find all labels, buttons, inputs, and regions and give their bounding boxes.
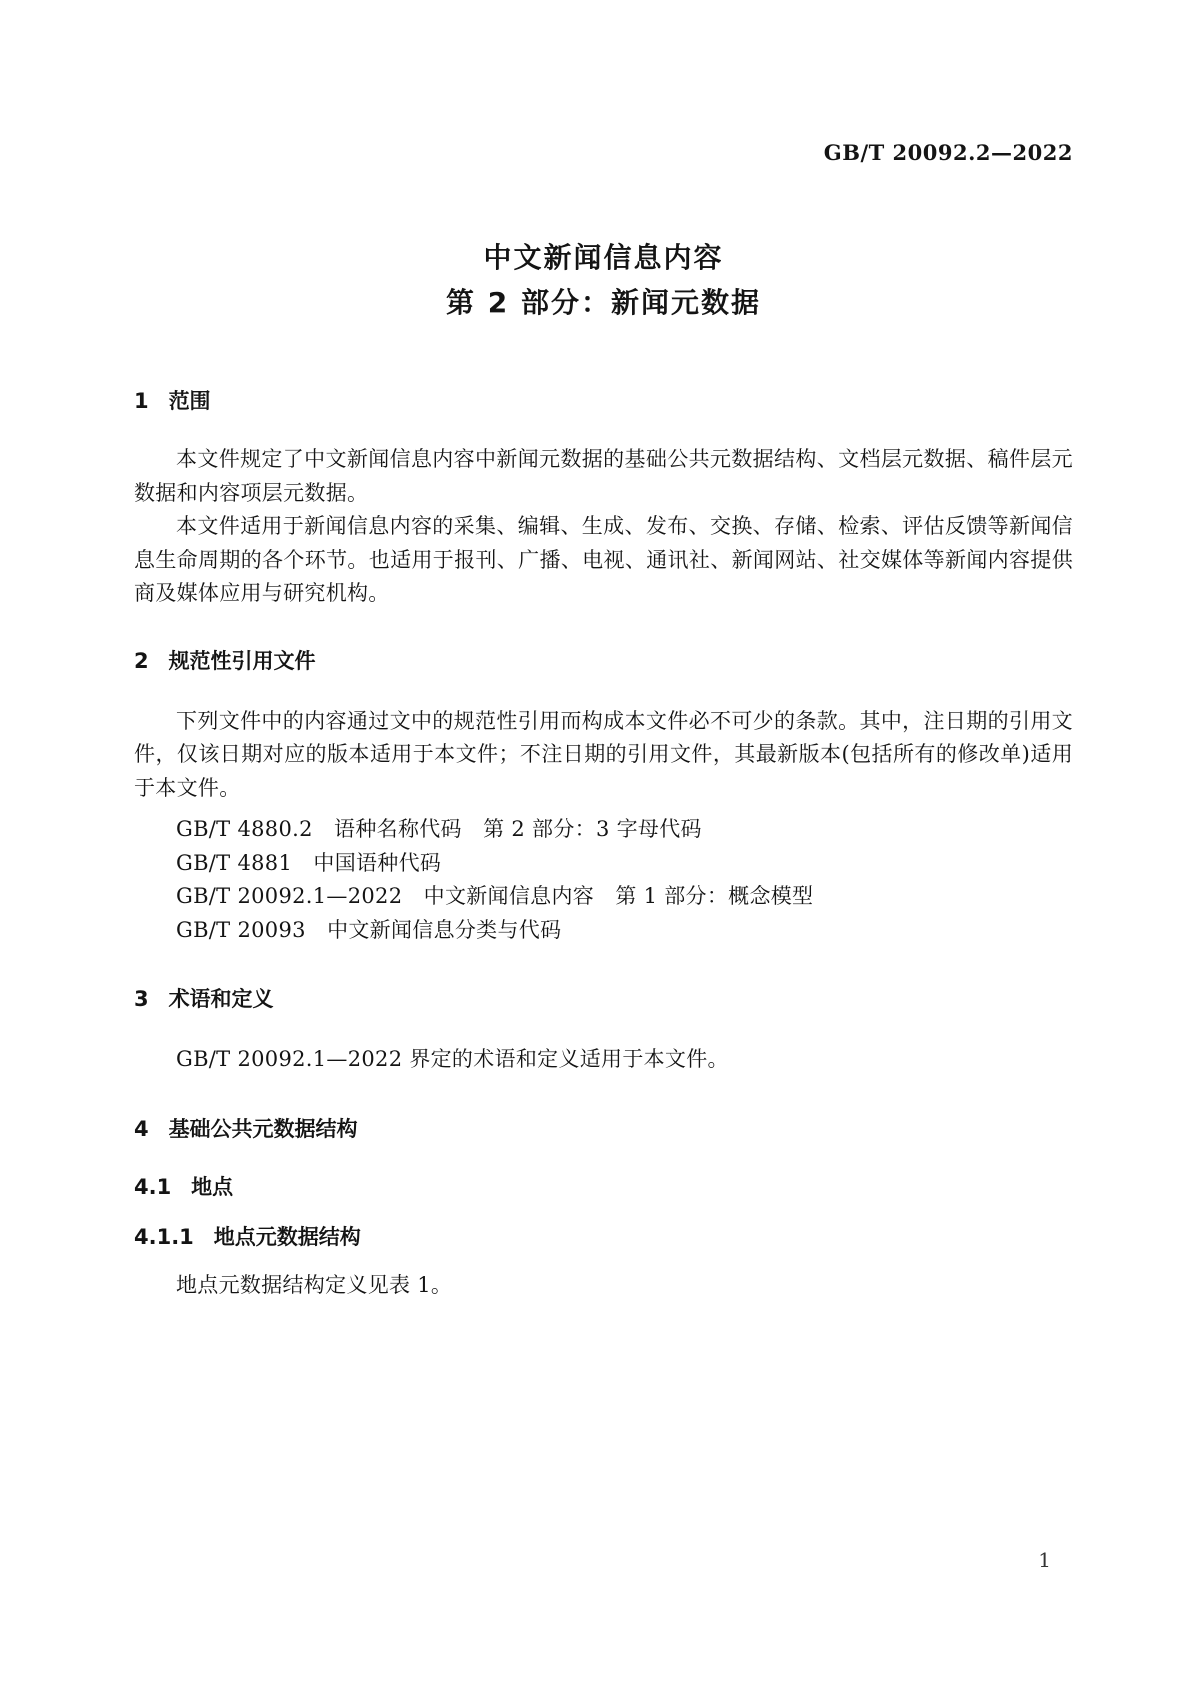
- reference-item: GB/T 20092.1—2022 中文新闻信息内容 第 1 部分：概念模型: [176, 884, 814, 908]
- subclause-4-1-title: 地点: [191, 1174, 234, 1199]
- clause-4-title: 基础公共元数据结构: [168, 1116, 358, 1141]
- reference-item: GB/T 4880.2 语种名称代码 第 2 部分：3 字母代码: [176, 817, 702, 841]
- document-title-line2: 第 2 部分：新闻元数据: [446, 286, 761, 319]
- clause-2-title: 规范性引用文件: [168, 648, 316, 673]
- page-number: 1: [1038, 1548, 1051, 1572]
- reference-item: GB/T 4881 中国语种代码: [176, 850, 442, 875]
- subclause-4-1-number: 4.1: [134, 1174, 172, 1199]
- clause-3-paragraph: GB/T 20092.1—2022 界定的术语和定义适用于本文件。: [176, 1047, 729, 1071]
- clause-2-heading: [134, 649, 1073, 673]
- clause-3-number: 3: [134, 987, 149, 1011]
- clause-2-number: 2: [134, 648, 149, 673]
- clause-1-number: 1: [134, 389, 149, 413]
- document-title-line1: 中文新闻信息内容: [483, 241, 724, 274]
- clause-3-heading: [134, 987, 1073, 1011]
- clause-1-title: 范围: [168, 389, 211, 413]
- subclause-4-1-1-paragraph: 地点元数据结构定义见表 1。: [176, 1272, 453, 1297]
- standard-code: GB/T 20092.2—2022: [823, 140, 1073, 165]
- clause-4-heading: [134, 1117, 1073, 1141]
- clause-1-paragraph-1: 本文件规定了中文新闻信息内容中新闻元数据的基础公共元数据结构、文档层元数据、稿件层元数据和内容项层元数据。: [134, 447, 1073, 505]
- subclause-4-1-1-heading: [134, 1225, 1073, 1249]
- clause-3-title: 术语和定义: [168, 987, 274, 1011]
- clause-4-number: 4: [134, 1116, 149, 1141]
- clause-2-intro-paragraph: 下列文件中的内容通过文中的规范性引用而构成本文件必不可少的条款。其中，注日期的引用文件，仅该日期对应的版本适用于本文件；不注日期的引用文件，其最新版本(包括所有的修改单)适用于本文件。: [134, 708, 1073, 800]
- reference-item: GB/T 20093 中文新闻信息分类与代码: [176, 917, 562, 942]
- clause-1-paragraph-2: 本文件适用于新闻信息内容的采集、编辑、生成、发布、交换、存储、检索、评估反馈等新闻信息生命周期的各个环节。也适用于报刊、广播、电视、通讯社、新闻网站、社交媒体等新闻内容提供商及媒体应用与研究机构。: [134, 514, 1073, 605]
- subclause-4-1-1-number: 4.1.1: [134, 1224, 194, 1249]
- clause-1-heading: [134, 389, 1073, 413]
- subclause-4-1-1-title: 地点元数据结构: [213, 1224, 361, 1249]
- normative-reference-list: [134, 813, 1073, 947]
- document-title: [134, 235, 1073, 325]
- subclause-4-1-heading: [134, 1175, 1073, 1199]
